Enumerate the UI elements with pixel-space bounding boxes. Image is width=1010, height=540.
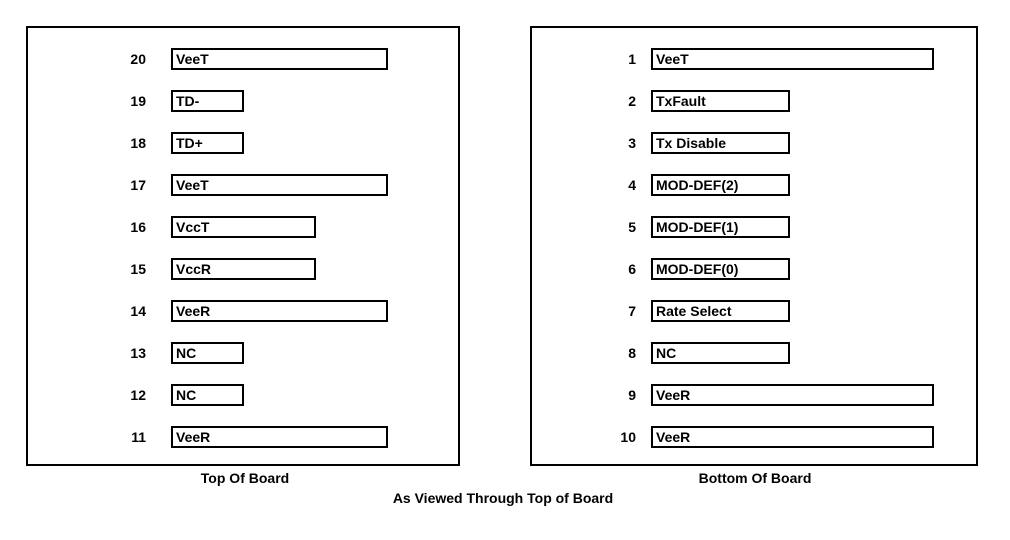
view-caption: As Viewed Through Top of Board [392,490,614,506]
top-pin-row [28,300,458,322]
pin-number: 4 [628,177,636,193]
top-pin-row [28,342,458,364]
pin-number: 12 [130,387,146,403]
pin-number: 8 [628,345,636,361]
top-pin-row [28,48,458,70]
pin-number: 7 [628,303,636,319]
pin-number: 15 [130,261,146,277]
pin-number: 11 [131,429,146,445]
bottom-pin-row [532,384,976,406]
pin-label-box: NC [171,342,244,364]
pin-label-box: NC [171,384,244,406]
pin-number: 18 [130,135,146,151]
top-of-board-panel [26,26,460,466]
top-board-caption: Top Of Board [200,470,290,486]
pin-label-box: VccR [171,258,316,280]
pin-label-box: NC [651,342,790,364]
pin-label-box: VeeR [651,384,934,406]
pin-label-box: MOD-DEF(1) [651,216,790,238]
pin-number: 2 [628,93,636,109]
top-pin-row [28,174,458,196]
pin-label-box: TD- [171,90,244,112]
pin-number: 14 [130,303,146,319]
pin-label-box: VeeR [651,426,934,448]
top-pin-row [28,426,458,448]
bottom-pin-row [532,258,976,280]
bottom-pin-row [532,300,976,322]
pin-number: 20 [130,51,146,67]
bottom-board-caption: Bottom Of Board [698,470,812,486]
pin-label-box: VeeT [651,48,934,70]
bottom-pin-row [532,90,976,112]
top-pin-row [28,258,458,280]
bottom-pin-row [532,216,976,238]
bottom-pin-row [532,426,976,448]
pin-label-box: VeeT [171,174,388,196]
pin-label-box: VeeR [171,300,388,322]
pin-label-box: TD+ [171,132,244,154]
pin-label-box: VeeT [171,48,388,70]
bottom-pin-row [532,48,976,70]
bottom-of-board-panel [530,26,978,466]
bottom-pin-row [532,342,976,364]
pin-number: 17 [130,177,146,193]
top-pin-row [28,132,458,154]
pin-number: 1 [628,51,636,67]
pin-label-box: MOD-DEF(2) [651,174,790,196]
pin-number: 5 [628,219,636,235]
pin-number: 6 [628,261,636,277]
top-pin-row [28,216,458,238]
pin-number: 9 [628,387,636,403]
pin-label-box: Tx Disable [651,132,790,154]
bottom-pin-row [532,132,976,154]
top-pin-row [28,90,458,112]
pin-number: 16 [130,219,146,235]
pin-label-box: TxFault [651,90,790,112]
pin-number: 3 [628,135,636,151]
pin-label-box: Rate Select [651,300,790,322]
pin-label-box: VeeR [171,426,388,448]
pin-label-box: VccT [171,216,316,238]
pin-label-box: MOD-DEF(0) [651,258,790,280]
pin-number: 19 [130,93,146,109]
bottom-pin-row [532,174,976,196]
pin-number: 13 [130,345,146,361]
pin-number: 10 [620,429,636,445]
top-pin-row [28,384,458,406]
